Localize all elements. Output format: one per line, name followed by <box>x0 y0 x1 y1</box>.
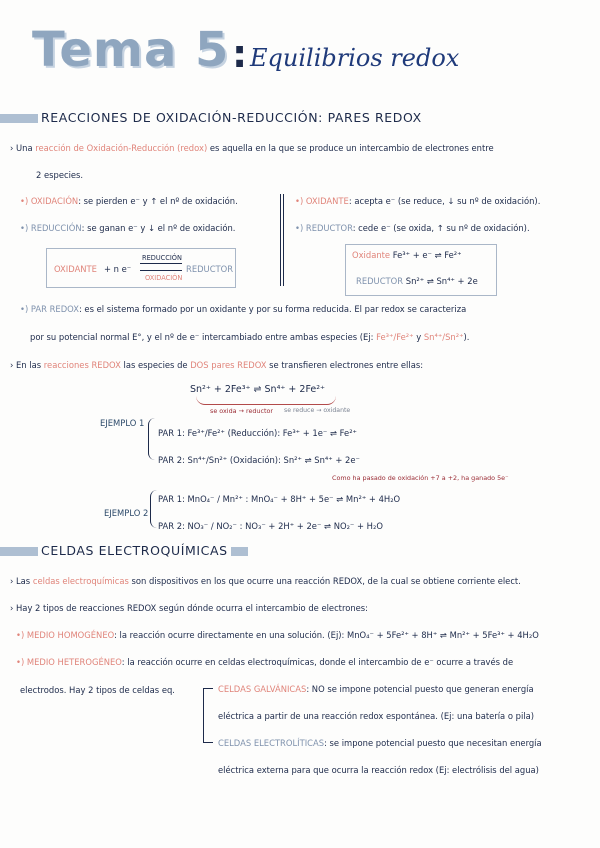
pair-2b-equation: PAR 2: NO₃⁻ / NO₂⁻ : NO₃⁻ + 2H⁺ + 2e⁻ ⇌ NO₂⁻ + H₂O <box>158 521 383 531</box>
equilibrium-arrows <box>140 263 182 271</box>
transfer-line: › En las reacciones REDOX las especies de DOS pares REDOX se transfieren electrones entre ellas: <box>10 360 424 370</box>
galvanic-cells: CELDAS GALVÁNICAS: NO se impone potencial puesto que generan energía <box>218 684 534 694</box>
definition-line: › Una reacción de Oxidación-Reducción (redox) es aquella en la que se produce un intercambio de electrones entre <box>10 143 494 153</box>
oxidized-note: se oxida → reductor <box>210 407 274 415</box>
scheme-electrons: + n e⁻ <box>104 264 132 274</box>
redox-pair-def: •) PAR REDOX: es el sistema formado por un oxidante y por su forma reducida. El par redox se caracteriza <box>20 304 467 314</box>
column-divider <box>283 194 284 286</box>
oxidant-def: •) OXIDANTE: acepta e⁻ (se reduce, ↓ su nº de oxidación). <box>295 196 541 206</box>
cells-def: › Las celdas electroquímicas son dispositivos en los que ocurre una reacción REDOX, de la cual se obtiene corriente elect. <box>10 576 521 586</box>
equation-arc <box>196 396 336 405</box>
column-divider <box>280 194 281 286</box>
section-heading: CELDAS ELECTROQUÍMICAS <box>38 543 231 558</box>
section-heading: REACCIONES DE OXIDACIÓN-REDUCCIÓN: PARES REDOX <box>38 110 425 125</box>
cell-types-bracket <box>203 688 212 742</box>
example-1-label: EJEMPLO 1 <box>100 418 145 428</box>
pair-1b-equation: PAR 1: MnO₄⁻ / Mn²⁺ : MnO₄⁻ + 8H⁺ + 5e⁻ ⇌ Mn²⁺ + 4H₂O <box>158 494 401 504</box>
reduction-def: •) REDUCCIÓN: se ganan e⁻ y ↓ el nº de oxidación. <box>20 223 236 233</box>
scheme-oxidation-arrow: OXIDACIÓN <box>145 274 183 282</box>
example-2-brace <box>150 490 157 528</box>
heterogeneous-def-2: electrodos. Hay 2 tipos de celdas eq. <box>20 685 175 695</box>
mn-oxidation-note: Como ha pasado de oxidación +7 a +2, ha ganado 5e⁻ <box>332 474 509 482</box>
page-subtitle: Equilibrios redox <box>250 44 460 72</box>
redox-pair-def-2: por su potencial normal E°, y el nº de e⁻ intercambiado entre ambas especies (Ej: Fe³⁺/Fe²⁺ y Sn⁴⁺/Sn²⁺). <box>30 332 470 342</box>
galvanic-cells-2: eléctrica a partir de una reacción redox espontánea. (Ej: una batería o pila) <box>218 711 534 721</box>
electrolytic-cells-2: eléctrica externa para que ocurra la reacción redox (Ej: electrólisis del agua) <box>218 765 539 775</box>
homogeneous-def: •) MEDIO HOMOGÉNEO: la reacción ocurre directamente en una solución. (Ej): MnO₄⁻ + 5Fe²⁺ + 8H⁺ ⇌ Mn²⁺ + 5Fe³⁺ + 4H₂O <box>16 630 539 640</box>
definition-line-2: 2 especies. <box>36 170 84 180</box>
pair-2-equation: PAR 2: Sn⁴⁺/Sn²⁺ (Oxidación): Sn²⁺ ⇌ Sn⁴⁺ + 2e⁻ <box>158 455 360 465</box>
bracket-arrow-bottom <box>203 742 213 743</box>
example-oxidant: Oxidante Fe³⁺ + e⁻ ⇌ Fe²⁺ <box>352 250 462 260</box>
example-2-label: EJEMPLO 2 <box>104 508 149 518</box>
bracket-arrow-top <box>203 688 213 689</box>
scheme-oxidant: OXIDANTE <box>54 264 97 274</box>
reduced-note: se reduce → oxidante <box>284 407 351 414</box>
main-equation: Sn²⁺ + 2Fe³⁺ ⇌ Sn⁴⁺ + 2Fe²⁺ <box>190 384 326 395</box>
title-colon: : <box>232 32 248 76</box>
scheme-reductor: REDUCTOR <box>186 264 234 274</box>
reaction-types: › Hay 2 tipos de reacciones REDOX según dónde ocurra el intercambio de electrones: <box>10 603 368 613</box>
example-reductor: REDUCTOR Sn²⁺ ⇌ Sn⁴⁺ + 2e <box>356 276 478 286</box>
scheme-reduction-arrow: REDUCCIÓN <box>142 254 182 262</box>
page-title: Tema 5 <box>32 22 230 78</box>
electrolytic-cells: CELDAS ELECTROLÍTICAS: se impone potencial puesto que necesitan energía <box>218 738 542 748</box>
example-1-brace <box>148 418 155 460</box>
reductant-def: •) REDUCTOR: cede e⁻ (se oxida, ↑ su nº de oxidación). <box>295 223 530 233</box>
heterogeneous-def: •) MEDIO HETEROGÉNEO: la reacción ocurre en celdas electroquímicas, donde el intercambio de e⁻ ocurre a través de <box>16 657 514 667</box>
oxidation-def: •) OXIDACIÓN: se pierden e⁻ y ↑ el nº de oxidación. <box>20 196 238 206</box>
pair-1-equation: PAR 1: Fe³⁺/Fe²⁺ (Reducción): Fe³⁺ + 1e⁻ ⇌ Fe²⁺ <box>158 428 357 438</box>
